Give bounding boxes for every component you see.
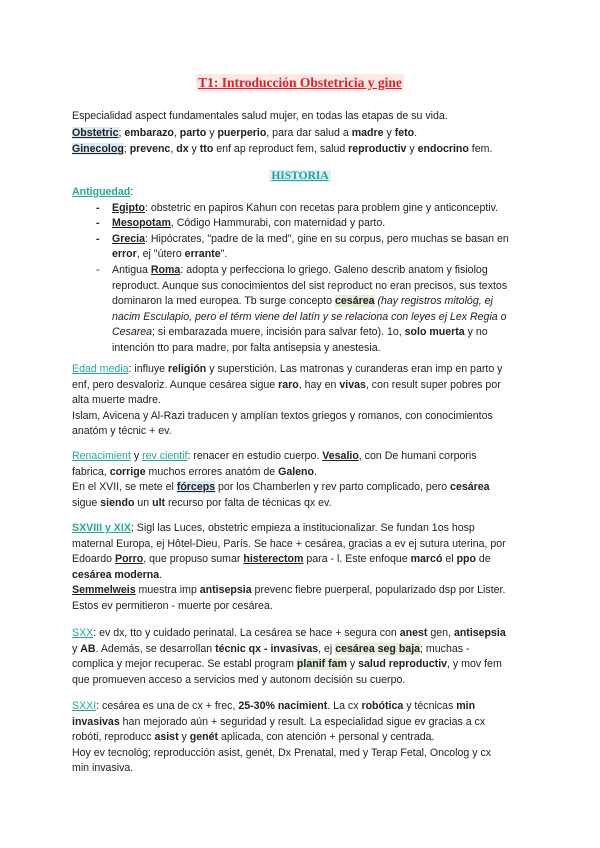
planif-fam-highlight: planif fam <box>296 658 347 671</box>
section-sxxi: SXXI: cesárea es una de cx + frec, 25-30% nacimient. La cx robótica y técnicas min invasivas han mejorado aún + seguridad y result. La especialidad sigue ev gracias a cx robóti, reproducc asist y genét aplicada, con atención + personal y centrada. Hoy ev tecnológ; reproducción asist, genét, Dx Prenatal, med y Terap Fetal, Oncolog y cx min invasiva. <box>72 700 492 775</box>
cesarea-seg-baja-highlight: cesárea seg baja <box>335 642 421 655</box>
section-antiguedad: Antiguedad: - Egipto: obstetric en papiros Kahun con recetas para problem gine y anticonceptiv. - Mesopotam, Código Hammurabi, con maternidad y parto. - Grecia: Hipócrates, "padre de la med", gine en su corpus, pero muchas se basan en error, ej "útero errante". - Antigua Roma: adopta y perfecciona lo griego. Galeno describ anatom y fisiolog reproduct. Aunque sus conocimientos del sist reproduct no eran precisos, sus textos dominaron la med europea. Tb surge concepto cesárea (hay registros mitológ, ej nacim Esculapio, pero el térm viene del latín y se relaciona con leyes ej Lex Regia o Cesarea; si embarazada muere, incisión para salvar feto). 1o, solo muerta y no intención tto para madre, por falta antisepsia y anestesia. <box>72 185 534 357</box>
document-title: T1: Introducción Obstetricia y gine <box>198 75 402 90</box>
sxx-heading: SXX <box>72 627 94 639</box>
rev-cientif-heading: rev cientif <box>142 450 188 462</box>
list-item-grecia: - Grecia: Hipócrates, "padre de la med", gine en su corpus, pero muchas se basan en error, ej "útero errante". <box>112 232 534 263</box>
section-edad-media: Edad media: influye religión y superstición. Las matronas y curanderas eran imp en parto y enf, pero desvaloriz. Aunque cesárea sigue raro, hay en vivas, con result super pobres por alta muerte madre. Islam, Avicena y Al-Razi traducen y amplían textos griegos y romanos, con conocimientos anatóm y técnic + ev. <box>72 363 503 438</box>
cesarea-highlight: cesárea <box>335 295 375 308</box>
gine-term: Ginecolog <box>72 143 124 155</box>
sxxi-heading: SXXI <box>72 700 97 712</box>
forceps-highlight: fórceps <box>176 481 216 494</box>
antiguedad-heading: Antiguedad <box>72 186 131 198</box>
section-renacimiento: Renacimient y rev cientif: renacer en estudio cuerpo. Vesalio, con De humani corporis fabrica, corrige muchos errores anatóm de Galeno. En el XVII, se mete el fórceps por los Chamberlen y rev parto complicado, pero cesárea sigue siendo un ult recurso por falta de técnicas qx ev. <box>72 450 490 509</box>
intro-line-1: Especialidad aspect fundamentales salud mujer, en todas las etapas de su vida. <box>72 110 448 122</box>
obstetric-term: Obstetric <box>72 126 119 139</box>
intro-section <box>72 108 542 158</box>
list-item-roma: - Antigua Roma: adopta y perfecciona lo griego. Galeno describ anatom y fisiolog reproduct. Aunque sus conocimientos del sist reproduct no eran precisos, sus textos dominaron la med europea. Tb surge concepto cesárea (hay registros mitológ, ej nacim Esculapio, pero el térm viene del latín y se relaciona con leyes ej Lex Regia o Cesarea; si embarazada muere, incisión para salvar feto). 1o, solo muerta y no intención tto para madre, por falta antisepsia y anestesia. <box>112 263 534 357</box>
intro-gine-line: Ginecolog; prevenc, dx y tto enf ap reproduct fem, salud reproductiv y endocrino fem. <box>72 143 493 155</box>
renacimiento-heading: Renacimient <box>72 450 131 462</box>
historia-heading: HISTORIA <box>271 170 329 182</box>
list-item-egipto: - Egipto: obstetric en papiros Kahun con recetas para problem gine y anticonceptiv. <box>112 201 534 217</box>
antiguedad-list <box>72 201 534 357</box>
section-sxviii: SXVIII y XIX; Sigl las Luces, obstetric empieza a institucionalizar. Se fundan 1os hosp maternal Europa, ej Hôtel-Dieu, París. Se hace + cesárea, gracias a ev ej sutura uterina, por Edoardo Porro, que propuso sumar histerectom para - l. Este enfoque marcó el ppo de cesárea moderna. Semmelweis muestra imp antisepsia prevenc fiebre puerperal, popularizado dsp por Lister. Estos ev permitieron - muerte por cesárea. <box>72 522 506 612</box>
edad-media-heading: Edad media <box>72 363 129 375</box>
intro-obstetric-line: Obstetric; embarazo, parto y puerperio, para dar salud a madre y feto. <box>72 126 418 139</box>
section-sxx: SXX: ev dx, tto y cuidado perinatal. La cesárea se hace + segura con anest gen, antisepsia y AB. Además, se desarrollan técnic qx - invasivas, ej cesárea seg baja; muchas - complica y mejor recuperac. Se establ program planif fam y salud reproductiv, y mov fem que promueven acceso a servicios med y autonom decisión su cuerpo. <box>72 627 506 686</box>
sxviii-heading: SXVIII y XIX <box>72 522 131 534</box>
list-item-mesopotamia: - Mesopotam, Código Hammurabi, con maternidad y parto. <box>112 216 534 232</box>
